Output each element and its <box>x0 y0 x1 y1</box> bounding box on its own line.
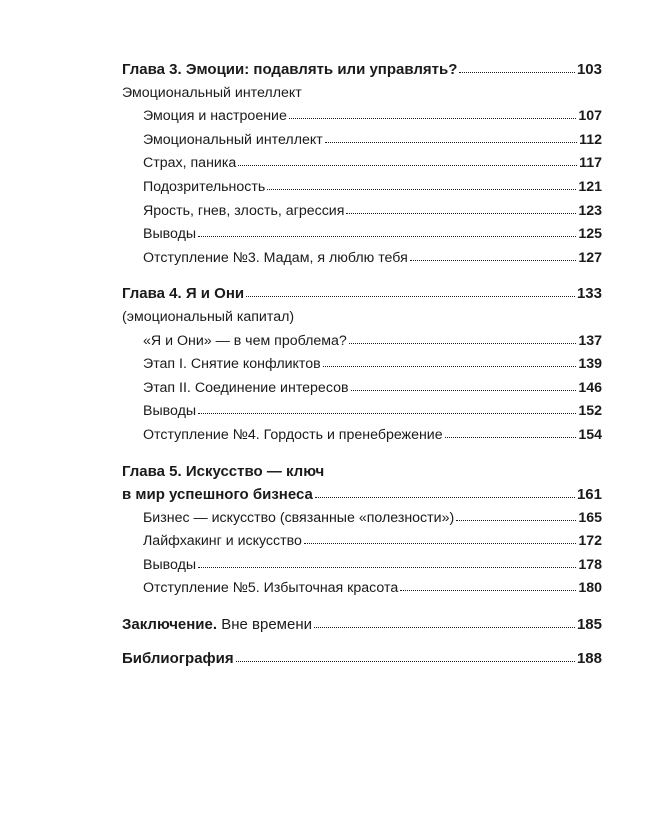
dot-leader <box>304 542 576 544</box>
chapter-title: Глава 3. Эмоции: подавлять или управлять? <box>122 61 458 78</box>
entry-title: Отступление №5. Избыточная красота <box>143 580 399 597</box>
dot-leader <box>400 589 576 591</box>
dot-leader <box>314 626 575 628</box>
entry-title: «Я и Они» — в чем проблема? <box>143 332 347 349</box>
toc-entry <box>122 353 602 377</box>
entry-title: Бизнес — искусство (связанные «полезности») <box>143 509 455 526</box>
dot-leader <box>325 141 577 143</box>
page-number: 188 <box>576 649 602 667</box>
entry-title: Выводы <box>143 403 197 420</box>
page-number: 178 <box>578 556 602 573</box>
page-number: 152 <box>578 403 602 420</box>
chapter-4-heading <box>122 282 602 306</box>
chapter-title: в мир успешного бизнеса <box>122 486 313 504</box>
page-number: 121 <box>578 178 602 195</box>
toc-entry <box>122 129 602 153</box>
conclusion-bold: Заключение. <box>122 616 218 634</box>
dot-leader <box>236 660 575 662</box>
dot-leader <box>459 71 575 73</box>
entry-title: Лайфхакинг и искусство <box>143 533 302 550</box>
dot-leader <box>198 566 576 568</box>
entry-title: Страх, паника <box>143 155 237 172</box>
toc-entry <box>122 223 602 247</box>
dot-leader <box>246 295 575 297</box>
entry-title: Отступление №4. Гордость и пренебрежение <box>143 426 443 443</box>
dot-leader <box>456 519 576 521</box>
toc-entry <box>122 530 602 554</box>
page-number: 117 <box>579 155 602 172</box>
toc-entry <box>122 105 602 129</box>
entry-title: Ярость, гнев, злость, агрессия <box>143 202 345 219</box>
page-number: 180 <box>578 580 602 597</box>
entry-title: Выводы <box>143 226 197 243</box>
dot-leader <box>410 259 577 261</box>
entry-title: Отступление №3. Мадам, я люблю тебя <box>143 249 408 266</box>
page-number: 154 <box>578 426 602 443</box>
conclusion-entry <box>122 613 602 637</box>
entry-title: Этап I. Снятие конфликтов <box>143 356 321 373</box>
chapter-3 <box>122 58 602 270</box>
chapter-5-heading-line-2 <box>122 483 602 507</box>
page-number: 103 <box>576 61 602 78</box>
page-number: 139 <box>578 356 602 373</box>
page-number: 127 <box>578 249 602 266</box>
toc-entry <box>122 247 602 271</box>
dot-leader <box>267 188 576 190</box>
chapter-4 <box>122 282 602 447</box>
dot-leader <box>198 235 576 237</box>
entry-title: Библиография <box>122 649 234 667</box>
dot-leader <box>198 412 576 414</box>
dot-leader <box>238 164 577 166</box>
chapter-title: Глава 4. Я и Они <box>122 285 245 303</box>
page-number: 146 <box>578 379 602 396</box>
chapter-3-heading <box>122 58 602 82</box>
conclusion-section <box>122 613 602 637</box>
toc-entry <box>122 377 602 401</box>
dot-leader <box>289 117 576 119</box>
chapter-subtitle: (эмоциональный капитал) <box>122 308 295 325</box>
page-number: 133 <box>576 285 602 303</box>
conclusion-plain: Вне времени <box>217 616 312 634</box>
entry-title: Эмоциональный интеллект <box>143 131 323 148</box>
entry-title: Этап II. Соединение интересов <box>143 379 349 396</box>
dot-leader <box>351 389 577 391</box>
table-of-contents <box>122 58 602 680</box>
toc-entry <box>122 554 602 578</box>
page-number: 185 <box>576 616 602 634</box>
dot-leader <box>315 496 575 498</box>
dot-leader <box>349 342 577 344</box>
page-number: 161 <box>576 486 602 504</box>
page-number: 123 <box>578 202 602 219</box>
page-number: 165 <box>578 509 602 526</box>
toc-entry <box>122 424 602 448</box>
entry-title: Выводы <box>143 556 197 573</box>
chapter-5-heading-line-1 <box>122 460 602 484</box>
toc-entry <box>122 400 602 424</box>
toc-entry <box>122 577 602 601</box>
toc-entry <box>122 507 602 531</box>
entry-title: Подозрительность <box>143 178 266 195</box>
chapter-5 <box>122 460 602 602</box>
toc-entry <box>122 176 602 200</box>
chapter-title: Глава 5. Искусство — ключ <box>122 462 325 480</box>
page-number: 172 <box>578 533 602 550</box>
toc-entry <box>122 200 602 224</box>
dot-leader <box>445 436 577 438</box>
page-number: 112 <box>579 131 602 148</box>
chapter-subtitle: Эмоциональный интеллект <box>122 84 302 101</box>
page-number: 107 <box>578 108 602 125</box>
dot-leader <box>323 365 577 367</box>
page-number: 125 <box>578 226 602 243</box>
toc-entry <box>122 330 602 354</box>
toc-entry <box>122 152 602 176</box>
page-number: 137 <box>578 332 602 349</box>
bibliography-section <box>122 647 602 671</box>
dot-leader <box>346 212 576 214</box>
bibliography-entry <box>122 647 602 671</box>
entry-title: Эмоция и настроение <box>143 108 287 125</box>
entry-title <box>122 613 312 637</box>
